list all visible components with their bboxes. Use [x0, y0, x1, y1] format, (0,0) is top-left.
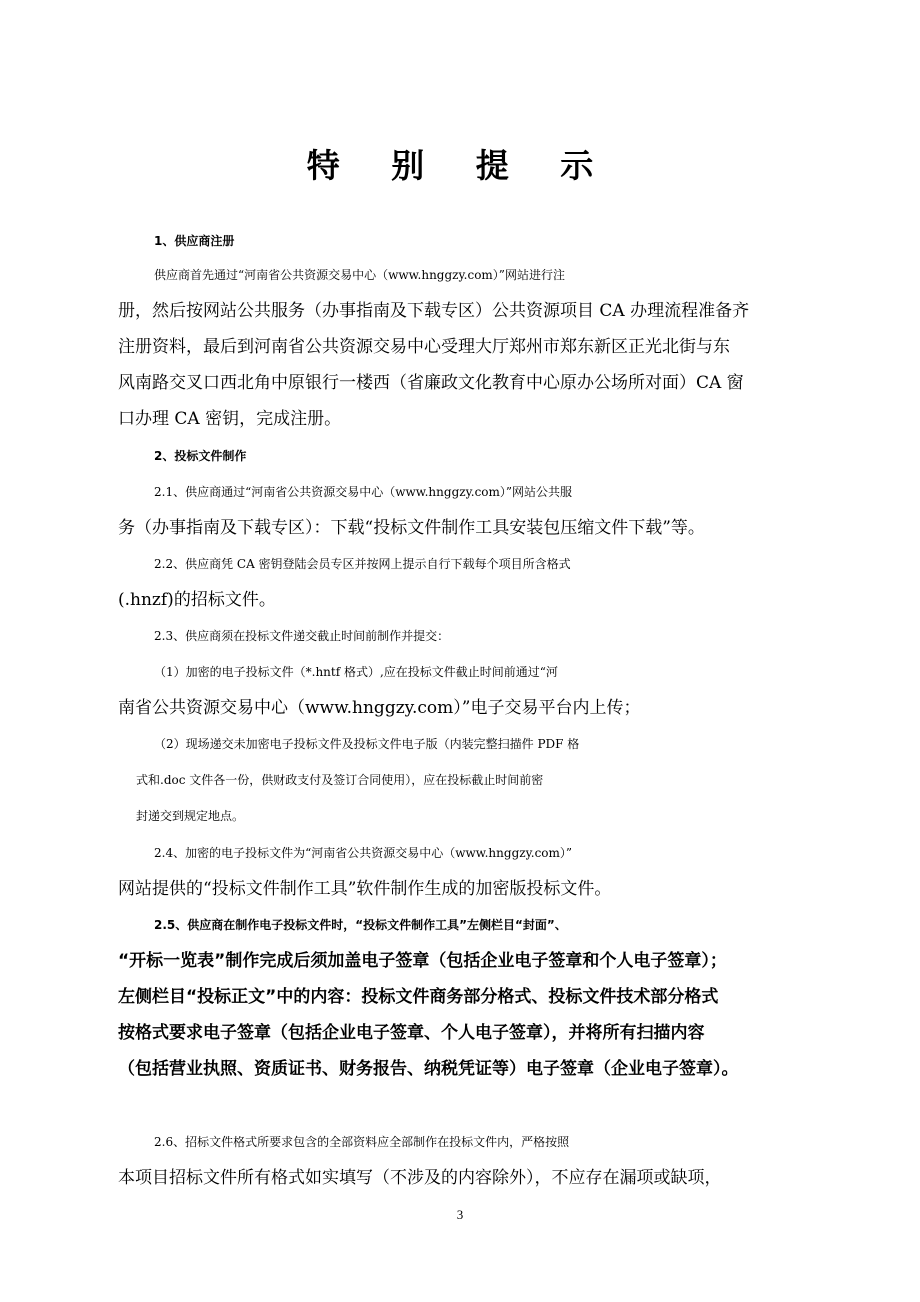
- text-line: 式和.doc 文件各一份，供财政支付及签订合同使用），应在投标截止时间前密: [136, 773, 544, 787]
- text-line: （1）加密的电子投标文件（*.hntf 格式）,应在投标文件截止时间前通过“河: [154, 665, 558, 679]
- page-number: 3: [456, 1207, 464, 1222]
- page-title: 特 别 提 示: [306, 146, 614, 185]
- bold-text-line: （包括营业执照、资质证书、财务报告、纳税凭证等）电子签章（企业电子签章）。: [118, 1059, 739, 1079]
- text-line: (.hnzf)的招标文件。: [118, 590, 276, 610]
- text-line: 口办理 CA 密钥，完成注册。: [118, 409, 342, 429]
- text-line: 2.1、供应商通过“河南省公共资源交易中心（www.hnggzy.com）”网站公共服: [154, 485, 573, 499]
- text-line: 2.3、供应商须在投标文件递交截止时间前制作并提交：: [154, 629, 450, 643]
- bold-text-line: 按格式要求电子签章（包括企业电子签章、个人电子签章），并将所有扫描内容: [118, 1023, 705, 1043]
- bold-text-line: 2、投标文件制作: [154, 449, 247, 463]
- bold-text-line: “开标一览表”制作完成后须加盖电子签章（包括企业电子签章和个人电子签章）；: [118, 951, 727, 971]
- text-line: 务（办事指南及下载专区）：下载“投标文件制作工具安装包压缩文件下载”等。: [118, 518, 705, 538]
- text-line: 网站提供的“投标文件制作工具”软件制作生成的加密版投标文件。: [118, 879, 612, 899]
- text-line: 2.6、招标文件格式所要求包含的全部资料应全部制作在投标文件内，严格按照: [154, 1135, 570, 1149]
- text-line: 供应商首先通过“河南省公共资源交易中心（www.hnggzy.com）”网站进行注: [154, 268, 565, 282]
- text-line: 封递交到规定地点。: [136, 809, 245, 823]
- text-line: 2.4、加密的电子投标文件为“河南省公共资源交易中心（www.hnggzy.com）”: [154, 846, 573, 860]
- text-line: 2.2、供应商凭 CA 密钥登陆会员专区并按网上提示自行下载每个项目所含格式: [154, 557, 571, 571]
- text-line: 风南路交叉口西北角中原银行一楼西（省廉政文化教育中心原办公场所对面）CA 窗: [118, 373, 744, 393]
- bold-text-line: 1、供应商注册: [154, 234, 235, 248]
- text-line: 本项目招标文件所有格式如实填写（不涉及的内容除外），不应存在漏项或缺项，: [118, 1168, 722, 1188]
- text-line: 册，然后按网站公共服务（办事指南及下载专区）公共资源项目 CA 办理流程准备齐: [118, 301, 750, 321]
- text-line: 注册资料，最后到河南省公共资源交易中心受理大厅郑州市郑东新区正光北街与东: [118, 337, 730, 357]
- bold-text-line: 2.5、供应商在制作电子投标文件时，“投标文件制作工具”左侧栏目“封面”、: [154, 918, 567, 932]
- text-line: 南省公共资源交易中心（www.hnggzy.com）”电子交易平台内上传；: [118, 698, 641, 718]
- bold-text-line: 左侧栏目“投标正文”中的内容：投标文件商务部分格式、投标文件技术部分格式: [118, 987, 719, 1007]
- text-line: （2）现场递交未加密电子投标文件及投标文件电子版（内装完整扫描件 PDF 格: [154, 737, 580, 751]
